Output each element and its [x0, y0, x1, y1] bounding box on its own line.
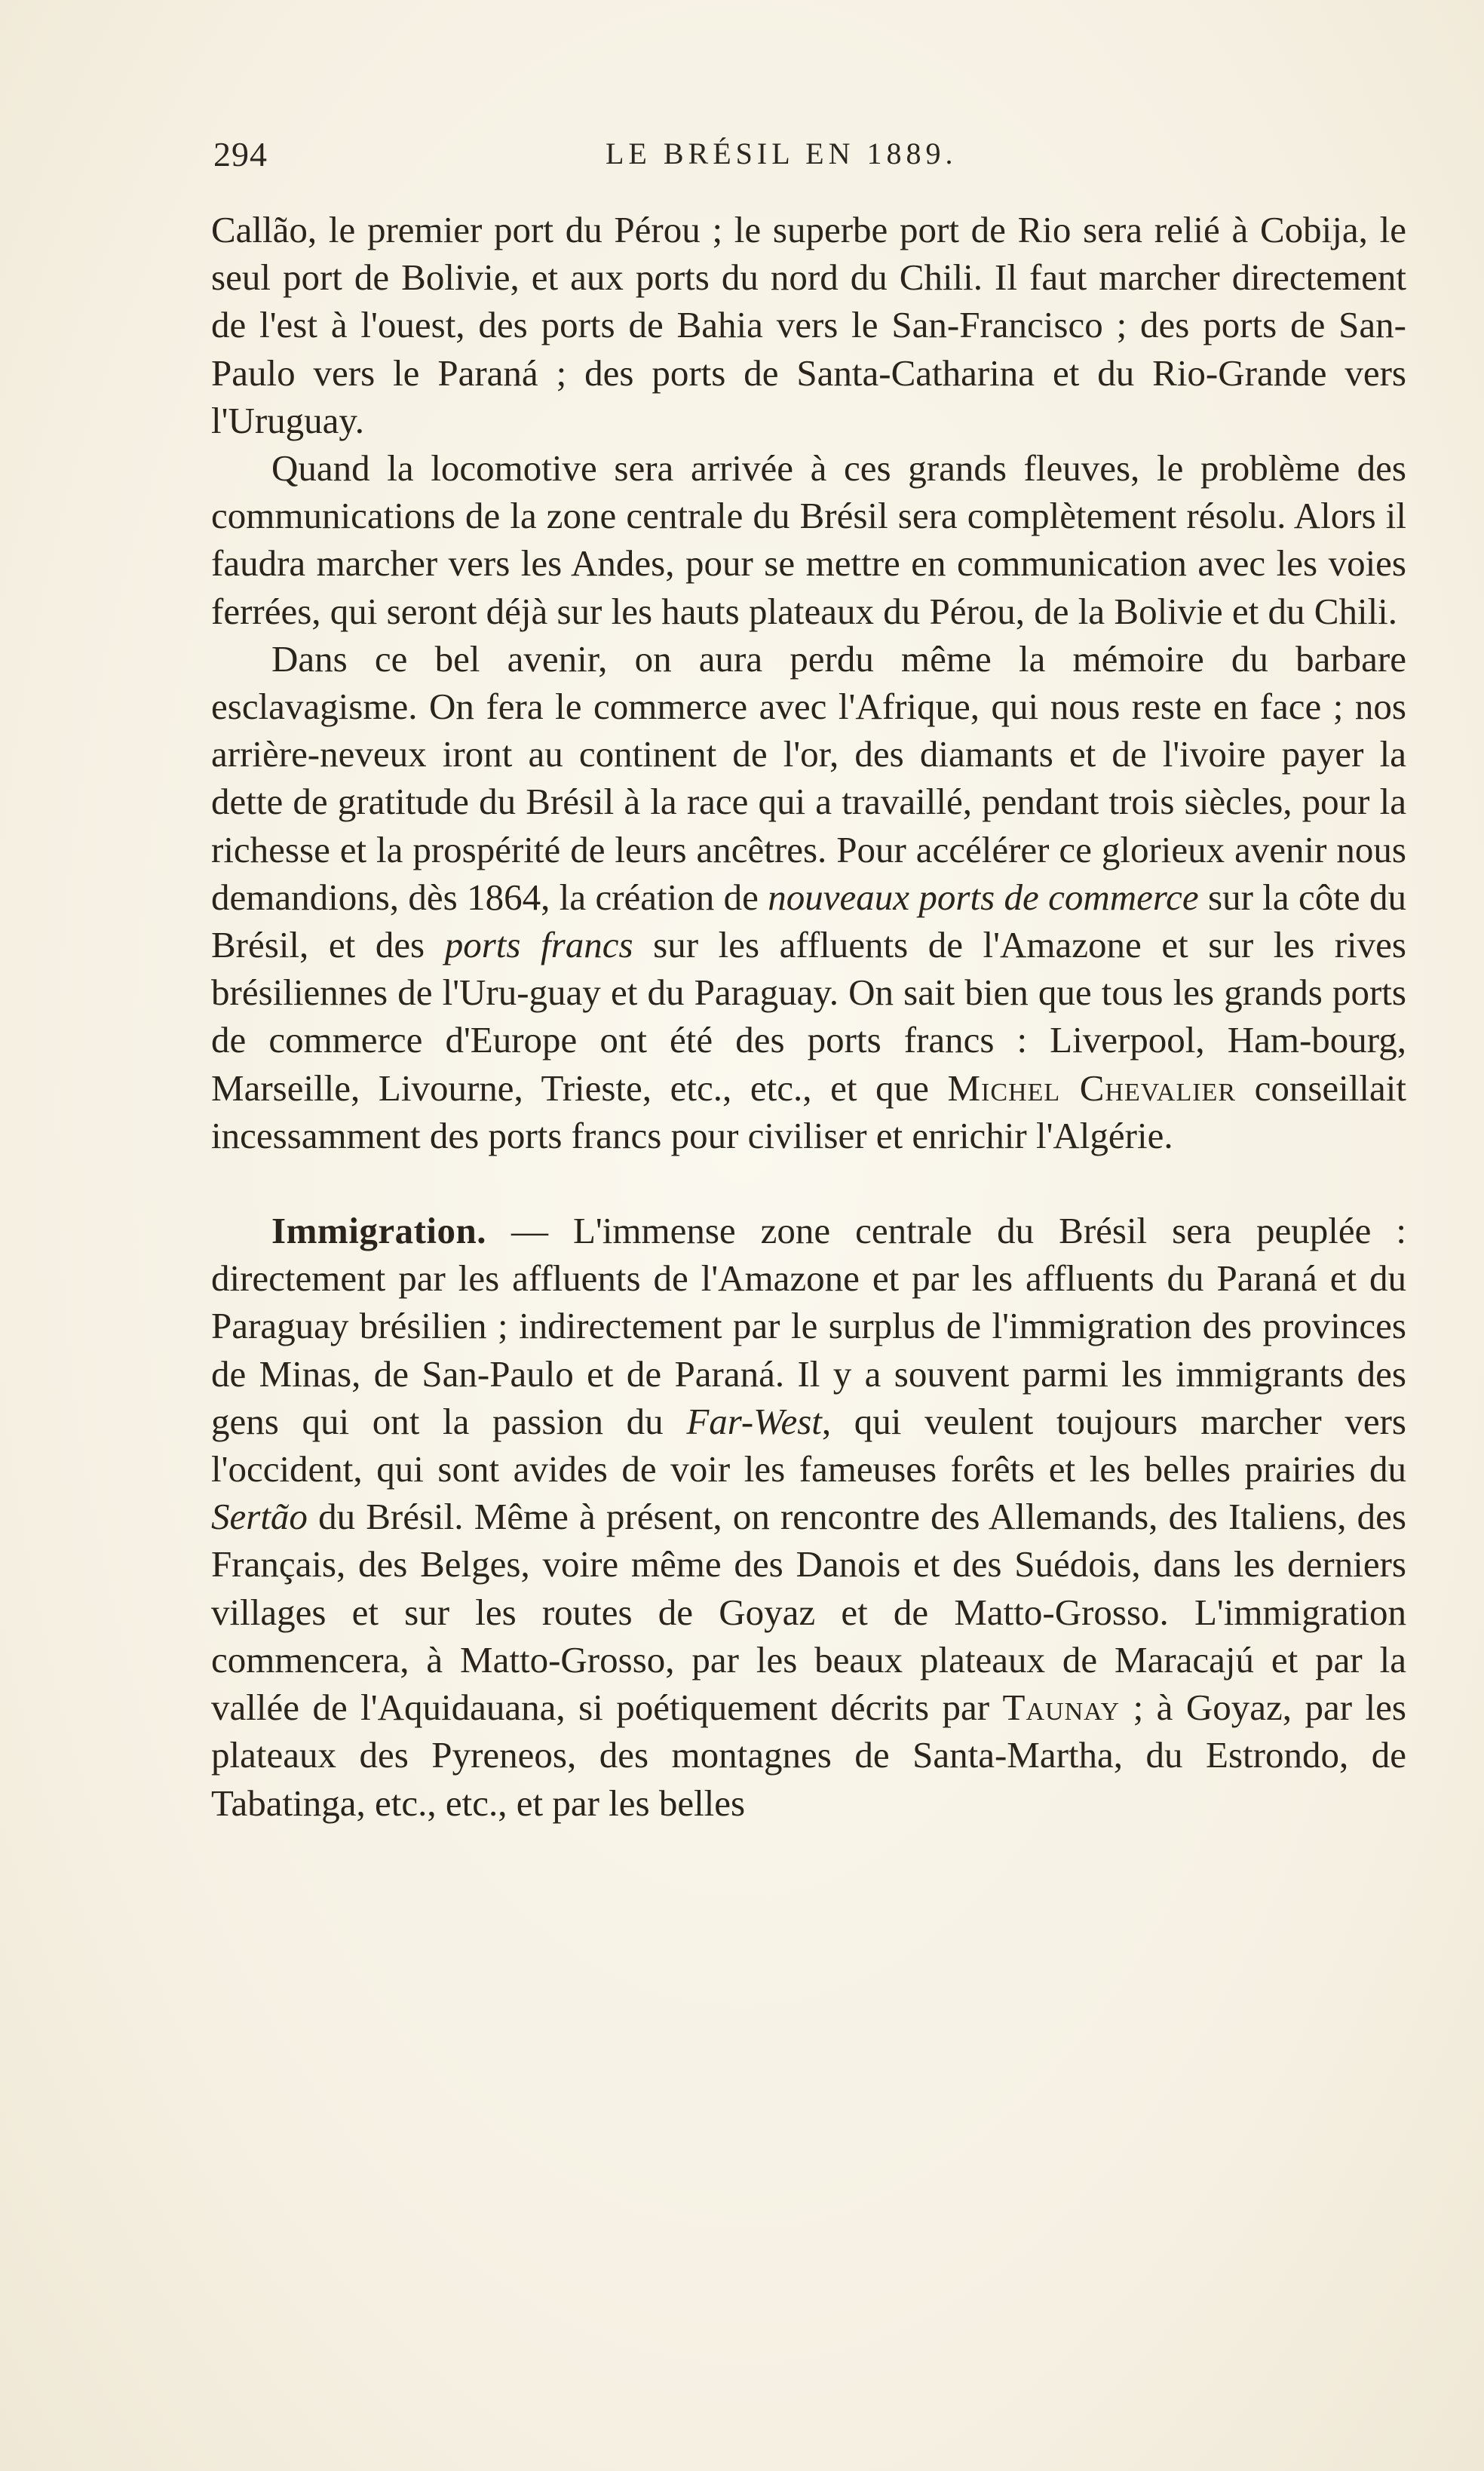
- italic-phrase: ports francs: [444, 924, 633, 966]
- section-gap: [211, 1159, 1406, 1207]
- page-body: [211, 206, 1406, 1827]
- paragraph-communications: Quand la locomotive sera arrivée à ces grands fleuves, le problème des communications de la zone centrale du Brésil sera complètement résolu. Alors il faudra marcher vers les Andes, pour se mettre en communication avec les voies ferrées, qui seront déjà sur les hauts plateaux du Pérou, de la Bolivie et du Chili.: [211, 447, 1406, 632]
- italic-phrase: Far-West: [686, 1400, 822, 1442]
- italic-phrase: Sertão: [211, 1496, 308, 1538]
- text-segment: ; à Goyaz, par les plateaux des Pyreneos, des montagnes de Santa-Martha, du Estrondo, de Tabatinga, etc., etc., et par les belles: [211, 1687, 1406, 1824]
- text-segment: conseillait incessamment des ports francs pour civiliser et enrichir l'Algérie.: [211, 1067, 1406, 1156]
- text-segment: sur la côte du Brésil, et des: [211, 876, 1407, 966]
- text-segment: , qui veulent toujours marcher vers l'occident, qui sont avides de voir les fameuses forêts et les belles prairies du: [211, 1400, 1406, 1490]
- small-caps-name: Michel Chevalier: [947, 1067, 1236, 1109]
- text-segment: Dans ce bel avenir, on aura perdu même la mémoire du barbare esclavagisme. On fera le commerce avec l'Afrique, qui nous reste en face ; nos arrière-neveux iront au continent de l'or, des diamants et de l'ivoire payer la dette de gratitude du Brésil à la race qui a travaillé, pendant trois siècles, pour la richesse et la prospérité de leurs ancêtres. Pour accélérer ce glorieux avenir nous demandions, dès 1864, la création de: [211, 637, 1406, 918]
- running-title: LE BRÉSIL EN 1889.: [606, 137, 958, 170]
- text-segment: — L'immense zone centrale du Brésil sera peuplée : directement par les affluents de l'Amazone et par les affluents du Paraná et du Paraguay brésilien ; indirectement par le surplus de l'immigration des provinces de Minas, de San-Paulo et de Paraná. Il y a souvent parmi les immigrants des gens qui ont la passion du: [211, 1210, 1406, 1442]
- page-number: 294: [213, 135, 268, 173]
- paragraph-continuation: Callão, le premier port du Pérou ; le superbe port de Rio sera relié à Cobija, le seul port de Bolivie, et aux ports du nord du Chili. Il faut marcher directement de l'est à l'ouest, des ports de Bahia vers le San-Francisco ; des ports de San-Paulo vers le Paraná ; des ports de Santa-Catharina et du Rio-Grande vers l'Uruguay.: [211, 209, 1406, 441]
- paragraph-future-commerce: [211, 635, 1406, 1159]
- running-head: [213, 134, 1405, 187]
- text-segment: du Brésil. Même à présent, on rencontre des Allemands, des Italiens, des Français, des Belges, voire même des Danois et des Suédois, dans les derniers villages et sur les routes de Goyaz et de Matto-Grosso. L'immigration commencera, à Matto-Grosso, par les beaux plateaux de Maracajú et par la vallée de l'Aquidauana, si poétiquement décrits par: [211, 1496, 1406, 1729]
- italic-phrase: nouveaux ports de commerce: [768, 876, 1199, 918]
- section-heading: Immigration.: [271, 1210, 486, 1252]
- text-segment: sur les affluents de l'Amazone et sur les rives brésiliennes de l'Uru-guay et du Paraguay. On sait bien que tous les grands ports de commerce d'Europe ont été des ports francs : Liverpool, Ham-bourg, Marseille, Livourne, Trieste, etc., etc., et que: [211, 924, 1406, 1109]
- paragraph-immigration: [211, 1207, 1406, 1827]
- small-caps-name: Taunay: [1002, 1687, 1121, 1729]
